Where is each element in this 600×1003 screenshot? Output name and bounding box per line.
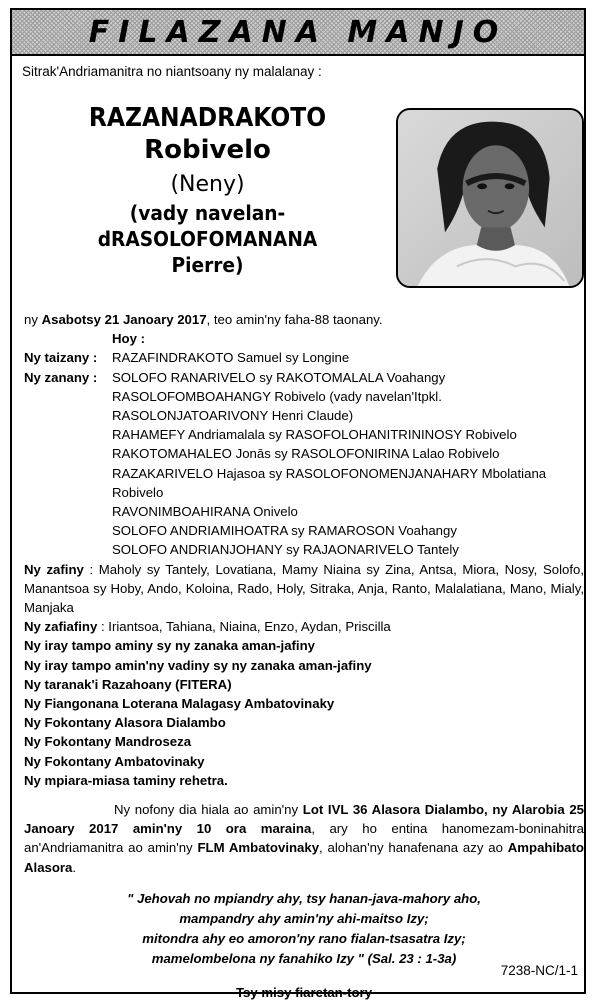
portrait-photo: [396, 108, 584, 288]
family-line: Ny mpiara-miasa taminy rehetra.: [24, 772, 228, 788]
list-item: RAZAKARIVELO Hajasoa sy RASOLOFONOMENJANAHARY Mbolatiana Robivelo: [112, 465, 547, 500]
quote-line: " Jehovah no mpiandry ahy, tsy hanan-java-mahory aho,: [127, 890, 481, 906]
scripture-quote: [24, 889, 584, 969]
spouse-line-1: (vady navelan-dRASOLOFOMANANA: [97, 201, 318, 251]
zanany-list: [112, 368, 584, 560]
funeral-location: Lot IVL 36 Alasora Dialambo, ny Alarobia 25 Janoary 2017 amin'ny 10 ora maraina: [24, 802, 584, 837]
family-line: Ny Fokontany Ambatovinaky: [24, 753, 205, 769]
list-item: SOLOFO ANDRIAMIHOATRA sy RAMAROSON Voahangy: [112, 523, 457, 539]
family-line: Ny taranak'i Razahoany (FITERA): [24, 676, 232, 692]
zanany-row: [24, 368, 584, 560]
banner: [12, 10, 584, 56]
spouse-line-2: Pierre): [171, 253, 244, 277]
portrait-icon: [398, 110, 582, 286]
intro-line: Sitrak'Andriamanitra no niantsoany ny malalanay :: [22, 64, 322, 79]
church-name: FLM Ambatovinaky: [197, 840, 320, 856]
deceased-surname: RAZANADRAKOTO: [88, 103, 327, 133]
list-item: RAVONIMBOAHIRANA Onivelo: [112, 504, 298, 520]
list-item: SOLOFO ANDRIANJOHANY sy RAJAONARIVELO Tantely: [112, 542, 459, 558]
zafiny-value: : Maholy sy Tantely, Lovatiana, Mamy Niaina sy Zina, Antsa, Miora, Nosy, Solofo, Manantsoa sy Hoby, Ando, Koloina, Rado, Holy, Sitraka, Anja, Ranto, Malalatiana, Mano, Mialy, Manjaka: [24, 561, 584, 616]
zanany-label: Ny zanany :: [24, 369, 98, 385]
banner-title: FILAZANA MANJO: [88, 14, 508, 50]
family-line: Ny iray tampo aminy sy ny zanaka aman-jafiny: [24, 638, 315, 654]
taizany-label: Ny taizany :: [24, 350, 98, 366]
reference-code: 7238-NC/1-1: [500, 963, 578, 978]
deceased-name-block: [20, 102, 395, 278]
quote-line: mamelombelona ny fanahiko Izy " (Sal. 23 : 1-3a): [151, 950, 457, 966]
hoy-label: Hoy :: [112, 331, 145, 347]
deceased-firstname: Robivelo: [144, 135, 271, 165]
death-date: Asabotsy 21 Janoary 2017: [41, 312, 207, 327]
taizany-row: [24, 348, 584, 367]
funeral-paragraph: Ny nofony dia hiala ao amin'ny Lot IVL 36 Alasora Dialambo, ny Alarobia 25 Janoary 2017 amin'ny 10 ora maraina, ary ho entina hanomezam-boninahitra an'Andriamanitra ao amin'ny FLM Ambatovinaky, alohan'ny hanafenana azy ao Ampahibato Alasora.: [24, 802, 584, 875]
zafiny-label: Ny zafiny: [24, 561, 84, 577]
obituary-frame: [10, 8, 586, 1000]
family-line: Ny Fokontany Mandroseza: [24, 734, 192, 750]
deceased-nickname: (Neny): [170, 172, 245, 197]
burial-place: Ampahibato Alasora: [24, 840, 584, 875]
zafiafiny-label: Ny zafiafiny: [24, 619, 98, 635]
family-line: Ny iray tampo amin'ny vadiny sy ny zanaka aman-jafiny: [24, 657, 372, 673]
list-item: RAKOTOMAHALEO Jonās sy RASOLOFONIRINA Lalao Robivelo: [112, 446, 500, 462]
quote-line: mampandry ahy amin'ny ahi-maitso Izy;: [179, 910, 429, 926]
zafiafiny-paragraph: [24, 617, 584, 636]
list-item: RASOLOFOMBOAHANGY Robivelo (vady navelan'Itpkl. RASOLONJATOARIVONY Henri Claude): [112, 388, 442, 424]
taizany-value: RAZAFINDRAKOTO Samuel sy Longine: [112, 350, 350, 366]
family-line: Ny Fiangonana Loterana Malagasy Ambatovinaky: [24, 696, 335, 712]
zafiafiny-value: : Iriantsoa, Tahiana, Niaina, Enzo, Aydan, Priscilla: [97, 619, 391, 635]
list-item: RAHAMEFY Andriamalala sy RASOFOLOHANITRININOSY Robivelo: [112, 427, 517, 443]
death-line: ny Asabotsy 21 Janoary 2017, teo amin'ny faha-88 taonany.: [24, 312, 383, 327]
zafiny-paragraph: [24, 560, 584, 618]
list-item: SOLOFO RANARIVELO sy RAKOTOMALALA Voahangy: [112, 369, 446, 385]
quote-line: mitondra ahy eo amoron'ny rano fialan-tsasatra Izy;: [142, 930, 466, 946]
announcement-body: [24, 310, 584, 1002]
closing-line: Tsy misy fiaretan-tory: [235, 984, 373, 1000]
family-line: Ny Fokontany Alasora Dialambo: [24, 715, 226, 731]
